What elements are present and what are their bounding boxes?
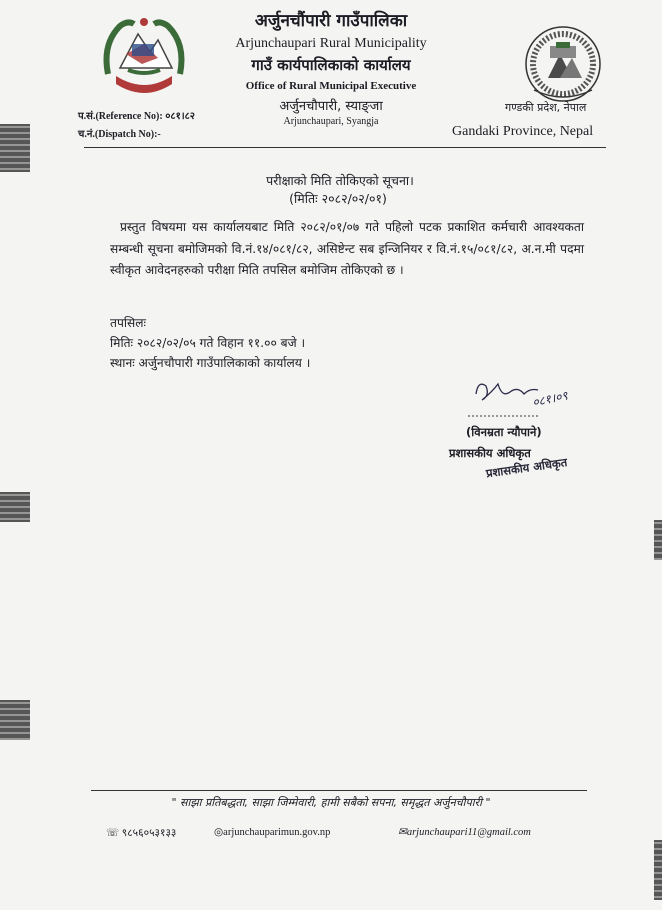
exam-date: मितिः २०८२/०२/०५ गते विहान ११.०० बजे ।: [110, 336, 306, 350]
footer-website: [214, 826, 330, 838]
header-title-en: Arjunchaupari Rural Municipality: [235, 36, 427, 51]
province-np: गण्डकी प्रदेश, नेपाल: [505, 101, 587, 114]
email-text: arjunchaupari11@gmail.com: [406, 827, 531, 838]
footer-phone: [106, 826, 176, 840]
phone-icon: ☏: [106, 828, 120, 839]
signature-date: ०८१।०९: [531, 388, 569, 410]
notice-date: (मितिः २०८२/०२/०१): [289, 191, 387, 206]
header-office-np: गाउँ कार्यपालिकाको कार्यालय: [251, 56, 411, 74]
footer-divider: [91, 790, 587, 791]
scan-edge-mark: [0, 124, 30, 172]
dispatch-number: च.नं.(Dispatch No):-: [78, 129, 161, 140]
header-title-np: अर्जुनचौंपारी गाउँपालिका: [254, 11, 408, 31]
signatory-name: (विनम्रता न्यौपाने): [466, 425, 542, 439]
header-divider: [84, 147, 606, 148]
mail-icon: ✉: [398, 827, 407, 838]
scan-edge-mark: [0, 700, 30, 740]
province-en: Gandaki Province, Nepal: [452, 124, 594, 139]
scan-edge-mark: [654, 840, 662, 900]
header-office-en: Office of Rural Municipal Executive: [245, 80, 417, 92]
exam-venue: स्थानः अर्जुनचौपारी गाउँपालिकाको कार्यालय ।: [110, 356, 311, 370]
details-heading: तपसिलः: [110, 316, 146, 330]
notice-subject: परीक्षाको मिति तोकिएको सूचना।: [266, 173, 414, 188]
reference-number: प.सं.(Reference No): ०८१।८२: [78, 111, 196, 122]
globe-icon: ◎: [214, 827, 224, 838]
header-address-np: अर्जुनचौपारी, स्याङ्जा: [279, 99, 383, 114]
header-address-en: Arjunchaupari, Syangja: [283, 116, 379, 127]
stamp-text: प्रशासकीय अधिकृत: [485, 455, 569, 481]
signatory-title: प्रशासकीय अधिकृत: [449, 446, 531, 460]
scan-edge-mark: [0, 492, 30, 522]
website-text: arjunchauparimun.gov.np: [223, 827, 331, 838]
scan-edge-mark: [654, 520, 662, 560]
footer-motto: " साझा प्रतिबद्धता, साझा जिम्मेवारी, हामी सबैको सपना, समृद्धत अर्जुनचौपारी ": [171, 796, 491, 809]
phone-number: ९८५६०५३१३३: [121, 828, 177, 839]
footer-email: [398, 826, 531, 838]
notice-body: प्रस्तुत विषयमा यस कार्यालयबाट मिति २०८२/०१/०७ गते पहिलो पटक प्रकाशित कर्मचारी आवश्यकता सम्बन्धी सूचना बमोजिमको वि.नं.१४/०८१/८२, असिष्टेन्ट सब इन्जिनियर र वि.नं.१५/०८१/८२, अ.न.मी पदमा स्वीकृत आवेदनहरुको परीक्षा मिति तपसिल बमोजिम तोकिएको छ ।: [110, 220, 584, 277]
